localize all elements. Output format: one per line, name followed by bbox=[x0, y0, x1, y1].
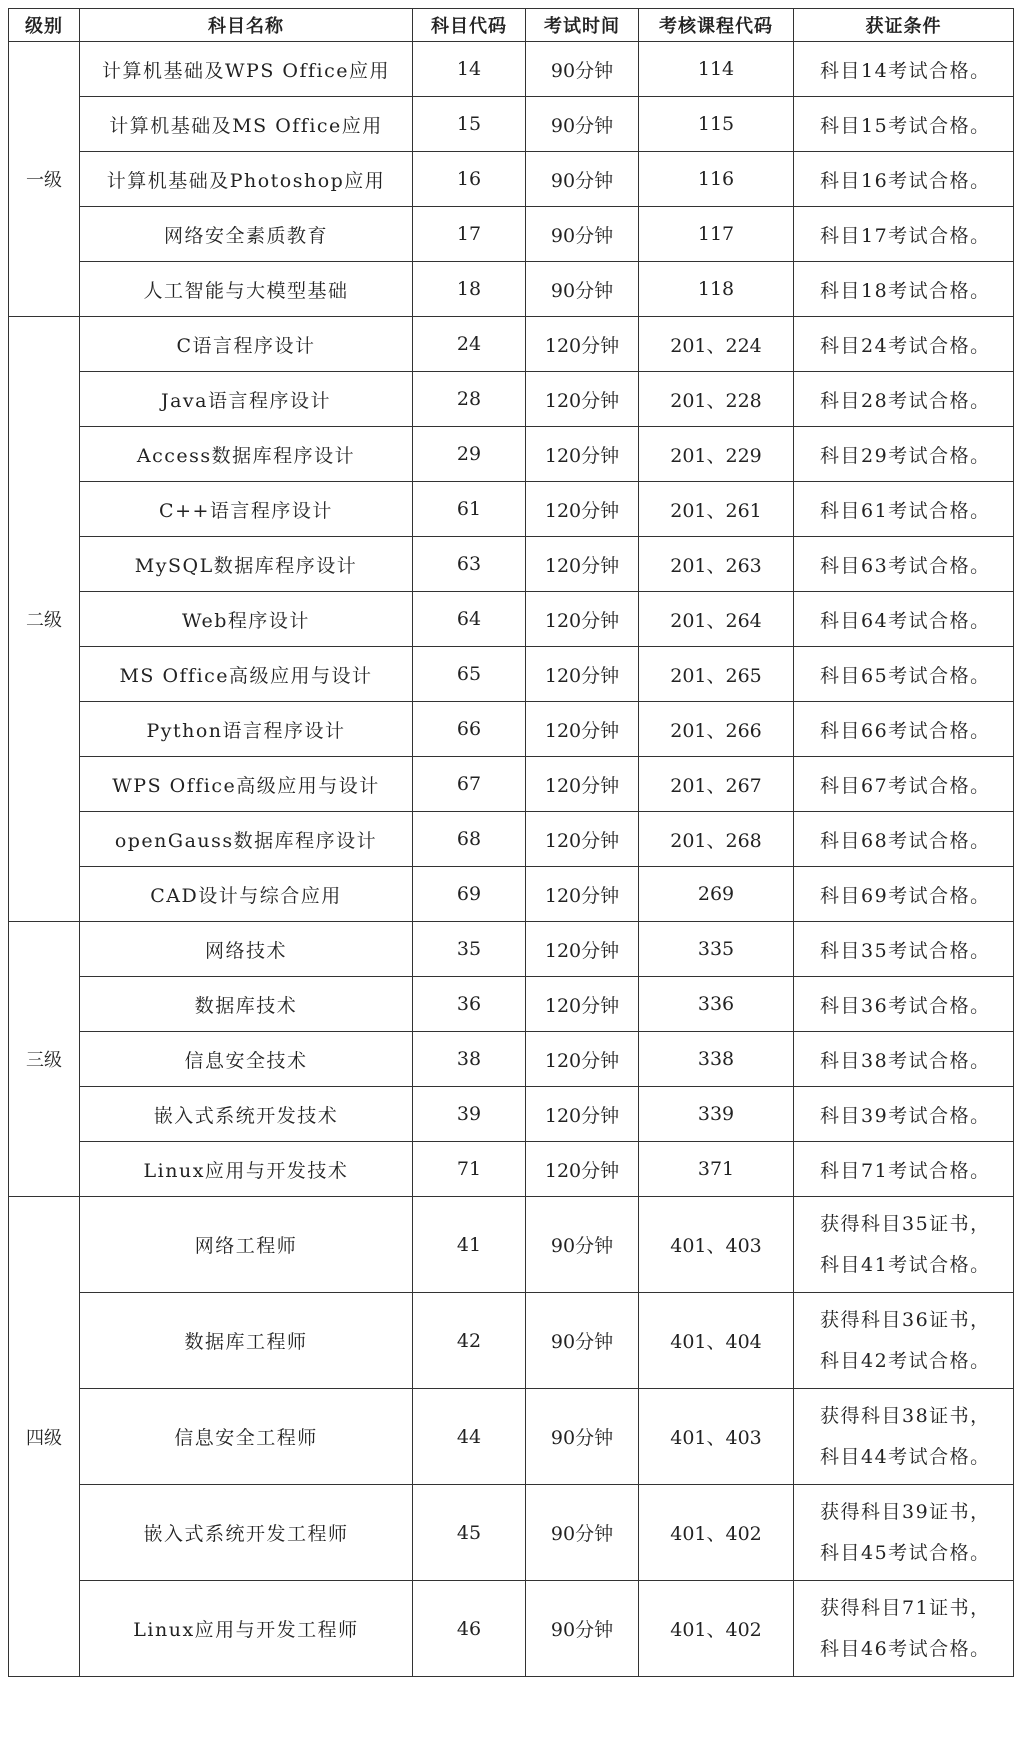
document-page bbox=[8, 8, 1013, 1677]
table-body bbox=[9, 42, 1014, 1677]
subject-name-cell: Access数据库程序设计 bbox=[80, 427, 413, 482]
table-row bbox=[9, 812, 1014, 867]
subject-code-cell: 64 bbox=[413, 592, 526, 647]
condition-line: 科目61考试合格。 bbox=[820, 499, 991, 522]
subject-code-cell: 18 bbox=[413, 262, 526, 317]
table-row bbox=[9, 867, 1014, 922]
table-row bbox=[9, 537, 1014, 592]
subject-code-cell: 16 bbox=[413, 152, 526, 207]
certification-condition-cell bbox=[794, 42, 1014, 97]
table-row bbox=[9, 97, 1014, 152]
exam-time-cell: 90分钟 bbox=[526, 1197, 639, 1293]
condition-line: 科目29考试合格。 bbox=[820, 444, 991, 467]
subject-name-cell: 网络工程师 bbox=[80, 1197, 413, 1293]
subject-name-cell: 计算机基础及WPS Office应用 bbox=[80, 42, 413, 97]
condition-line: 科目42考试合格。 bbox=[820, 1349, 991, 1372]
subject-code-cell: 15 bbox=[413, 97, 526, 152]
subject-code-cell: 46 bbox=[413, 1581, 526, 1677]
condition-line: 科目67考试合格。 bbox=[820, 774, 991, 797]
condition-line: 获得科目71证书， bbox=[820, 1596, 991, 1619]
exam-time-cell: 120分钟 bbox=[526, 922, 639, 977]
subject-code-cell: 71 bbox=[413, 1142, 526, 1197]
subject-name-cell: 信息安全工程师 bbox=[80, 1389, 413, 1485]
course-code-cell: 118 bbox=[639, 262, 794, 317]
table-row bbox=[9, 372, 1014, 427]
condition-line: 获得科目38证书， bbox=[820, 1404, 991, 1427]
condition-line: 科目41考试合格。 bbox=[820, 1253, 991, 1276]
exam-subjects-table bbox=[8, 8, 1014, 1677]
subject-name-cell: 计算机基础及MS Office应用 bbox=[80, 97, 413, 152]
course-code-cell: 201、265 bbox=[639, 647, 794, 702]
table-row bbox=[9, 1389, 1014, 1485]
exam-time-cell: 90分钟 bbox=[526, 42, 639, 97]
subject-name-cell: Java语言程序设计 bbox=[80, 372, 413, 427]
certification-condition-cell bbox=[794, 1197, 1014, 1293]
exam-time-cell: 120分钟 bbox=[526, 1032, 639, 1087]
table-row bbox=[9, 757, 1014, 812]
exam-time-cell: 120分钟 bbox=[526, 1087, 639, 1142]
exam-time-cell: 90分钟 bbox=[526, 207, 639, 262]
exam-time-cell: 120分钟 bbox=[526, 372, 639, 427]
condition-line: 科目44考试合格。 bbox=[820, 1445, 991, 1468]
subject-code-cell: 61 bbox=[413, 482, 526, 537]
subject-code-cell: 69 bbox=[413, 867, 526, 922]
certification-condition-cell bbox=[794, 1087, 1014, 1142]
exam-time-cell: 120分钟 bbox=[526, 592, 639, 647]
condition-line: 科目15考试合格。 bbox=[820, 114, 991, 137]
table-row bbox=[9, 1142, 1014, 1197]
header-exam-time: 考试时间 bbox=[526, 9, 639, 42]
subject-code-cell: 63 bbox=[413, 537, 526, 592]
subject-code-cell: 35 bbox=[413, 922, 526, 977]
subject-name-cell: WPS Office高级应用与设计 bbox=[80, 757, 413, 812]
table-row bbox=[9, 482, 1014, 537]
level-cell: 一级 bbox=[9, 42, 80, 317]
course-code-cell: 201、267 bbox=[639, 757, 794, 812]
condition-line: 获得科目39证书， bbox=[820, 1500, 991, 1523]
level-cell: 二级 bbox=[9, 317, 80, 922]
subject-name-cell: openGauss数据库程序设计 bbox=[80, 812, 413, 867]
course-code-cell: 114 bbox=[639, 42, 794, 97]
certification-condition-cell bbox=[794, 702, 1014, 757]
condition-line: 科目28考试合格。 bbox=[820, 389, 991, 412]
subject-name-cell: 网络安全素质教育 bbox=[80, 207, 413, 262]
subject-code-cell: 39 bbox=[413, 1087, 526, 1142]
table-row bbox=[9, 922, 1014, 977]
course-code-cell: 401、402 bbox=[639, 1485, 794, 1581]
certification-condition-cell bbox=[794, 317, 1014, 372]
subject-code-cell: 42 bbox=[413, 1293, 526, 1389]
exam-time-cell: 90分钟 bbox=[526, 1581, 639, 1677]
condition-line: 科目68考试合格。 bbox=[820, 829, 991, 852]
table-row bbox=[9, 647, 1014, 702]
certification-condition-cell bbox=[794, 812, 1014, 867]
certification-condition-cell bbox=[794, 427, 1014, 482]
condition-line: 获得科目36证书， bbox=[820, 1308, 991, 1331]
certification-condition-cell bbox=[794, 152, 1014, 207]
header-certification-condition: 获证条件 bbox=[794, 9, 1014, 42]
condition-line: 科目38考试合格。 bbox=[820, 1049, 991, 1072]
header-course-code: 考核课程代码 bbox=[639, 9, 794, 42]
exam-time-cell: 120分钟 bbox=[526, 482, 639, 537]
condition-line: 科目24考试合格。 bbox=[820, 334, 991, 357]
certification-condition-cell bbox=[794, 537, 1014, 592]
course-code-cell: 336 bbox=[639, 977, 794, 1032]
certification-condition-cell bbox=[794, 372, 1014, 427]
table-header-row bbox=[9, 9, 1014, 42]
condition-line: 科目39考试合格。 bbox=[820, 1104, 991, 1127]
subject-code-cell: 67 bbox=[413, 757, 526, 812]
exam-time-cell: 120分钟 bbox=[526, 537, 639, 592]
header-level: 级别 bbox=[9, 9, 80, 42]
course-code-cell: 201、263 bbox=[639, 537, 794, 592]
certification-condition-cell bbox=[794, 1485, 1014, 1581]
level-cell: 三级 bbox=[9, 922, 80, 1197]
subject-code-cell: 24 bbox=[413, 317, 526, 372]
subject-code-cell: 38 bbox=[413, 1032, 526, 1087]
condition-line: 科目65考试合格。 bbox=[820, 664, 991, 687]
table-row bbox=[9, 702, 1014, 757]
condition-line: 科目17考试合格。 bbox=[820, 224, 991, 247]
certification-condition-cell bbox=[794, 207, 1014, 262]
certification-condition-cell bbox=[794, 1389, 1014, 1485]
course-code-cell: 201、264 bbox=[639, 592, 794, 647]
certification-condition-cell bbox=[794, 977, 1014, 1032]
subject-code-cell: 68 bbox=[413, 812, 526, 867]
subject-code-cell: 66 bbox=[413, 702, 526, 757]
condition-line: 科目46考试合格。 bbox=[820, 1637, 991, 1660]
exam-time-cell: 90分钟 bbox=[526, 1293, 639, 1389]
subject-name-cell: Web程序设计 bbox=[80, 592, 413, 647]
condition-line: 科目64考试合格。 bbox=[820, 609, 991, 632]
subject-code-cell: 45 bbox=[413, 1485, 526, 1581]
certification-condition-cell bbox=[794, 262, 1014, 317]
course-code-cell: 116 bbox=[639, 152, 794, 207]
subject-name-cell: 数据库技术 bbox=[80, 977, 413, 1032]
course-code-cell: 335 bbox=[639, 922, 794, 977]
course-code-cell: 115 bbox=[639, 97, 794, 152]
table-row bbox=[9, 1485, 1014, 1581]
condition-line: 科目63考试合格。 bbox=[820, 554, 991, 577]
subject-code-cell: 28 bbox=[413, 372, 526, 427]
exam-time-cell: 120分钟 bbox=[526, 647, 639, 702]
subject-name-cell: MySQL数据库程序设计 bbox=[80, 537, 413, 592]
course-code-cell: 338 bbox=[639, 1032, 794, 1087]
course-code-cell: 401、403 bbox=[639, 1197, 794, 1293]
condition-line: 科目16考试合格。 bbox=[820, 169, 991, 192]
subject-name-cell: 信息安全技术 bbox=[80, 1032, 413, 1087]
certification-condition-cell bbox=[794, 757, 1014, 812]
subject-name-cell: CAD设计与综合应用 bbox=[80, 867, 413, 922]
course-code-cell: 371 bbox=[639, 1142, 794, 1197]
table-row bbox=[9, 317, 1014, 372]
course-code-cell: 401、404 bbox=[639, 1293, 794, 1389]
subject-name-cell: C++语言程序设计 bbox=[80, 482, 413, 537]
certification-condition-cell bbox=[794, 867, 1014, 922]
condition-line: 科目35考试合格。 bbox=[820, 939, 991, 962]
subject-code-cell: 14 bbox=[413, 42, 526, 97]
course-code-cell: 339 bbox=[639, 1087, 794, 1142]
condition-line: 科目66考试合格。 bbox=[820, 719, 991, 742]
certification-condition-cell bbox=[794, 1293, 1014, 1389]
level-cell: 四级 bbox=[9, 1197, 80, 1677]
course-code-cell: 201、261 bbox=[639, 482, 794, 537]
header-subject-code: 科目代码 bbox=[413, 9, 526, 42]
subject-code-cell: 41 bbox=[413, 1197, 526, 1293]
subject-name-cell: 嵌入式系统开发工程师 bbox=[80, 1485, 413, 1581]
certification-condition-cell bbox=[794, 592, 1014, 647]
subject-name-cell: MS Office高级应用与设计 bbox=[80, 647, 413, 702]
course-code-cell: 201、229 bbox=[639, 427, 794, 482]
course-code-cell: 401、402 bbox=[639, 1581, 794, 1677]
certification-condition-cell bbox=[794, 482, 1014, 537]
condition-line: 科目45考试合格。 bbox=[820, 1541, 991, 1564]
certification-condition-cell bbox=[794, 97, 1014, 152]
course-code-cell: 201、224 bbox=[639, 317, 794, 372]
condition-line: 获得科目35证书， bbox=[820, 1212, 991, 1235]
subject-name-cell: Linux应用与开发工程师 bbox=[80, 1581, 413, 1677]
exam-time-cell: 90分钟 bbox=[526, 152, 639, 207]
exam-time-cell: 120分钟 bbox=[526, 812, 639, 867]
course-code-cell: 201、266 bbox=[639, 702, 794, 757]
subject-code-cell: 17 bbox=[413, 207, 526, 262]
subject-name-cell: C语言程序设计 bbox=[80, 317, 413, 372]
course-code-cell: 269 bbox=[639, 867, 794, 922]
subject-name-cell: 数据库工程师 bbox=[80, 1293, 413, 1389]
table-row bbox=[9, 592, 1014, 647]
exam-time-cell: 120分钟 bbox=[526, 867, 639, 922]
subject-name-cell: 计算机基础及Photoshop应用 bbox=[80, 152, 413, 207]
table-row bbox=[9, 42, 1014, 97]
subject-name-cell: Linux应用与开发技术 bbox=[80, 1142, 413, 1197]
subject-code-cell: 36 bbox=[413, 977, 526, 1032]
exam-time-cell: 90分钟 bbox=[526, 262, 639, 317]
exam-time-cell: 120分钟 bbox=[526, 1142, 639, 1197]
course-code-cell: 117 bbox=[639, 207, 794, 262]
certification-condition-cell bbox=[794, 1032, 1014, 1087]
table-row bbox=[9, 1581, 1014, 1677]
course-code-cell: 401、403 bbox=[639, 1389, 794, 1485]
subject-name-cell: 人工智能与大模型基础 bbox=[80, 262, 413, 317]
condition-line: 科目36考试合格。 bbox=[820, 994, 991, 1017]
course-code-cell: 201、228 bbox=[639, 372, 794, 427]
exam-time-cell: 90分钟 bbox=[526, 1485, 639, 1581]
table-row bbox=[9, 1087, 1014, 1142]
subject-name-cell: Python语言程序设计 bbox=[80, 702, 413, 757]
course-code-cell: 201、268 bbox=[639, 812, 794, 867]
certification-condition-cell bbox=[794, 1142, 1014, 1197]
certification-condition-cell bbox=[794, 922, 1014, 977]
exam-time-cell: 90分钟 bbox=[526, 1389, 639, 1485]
condition-line: 科目18考试合格。 bbox=[820, 279, 991, 302]
table-row bbox=[9, 1197, 1014, 1293]
table-row bbox=[9, 1032, 1014, 1087]
header-subject-name: 科目名称 bbox=[80, 9, 413, 42]
exam-time-cell: 120分钟 bbox=[526, 757, 639, 812]
subject-code-cell: 44 bbox=[413, 1389, 526, 1485]
certification-condition-cell bbox=[794, 1581, 1014, 1677]
subject-name-cell: 嵌入式系统开发技术 bbox=[80, 1087, 413, 1142]
subject-code-cell: 29 bbox=[413, 427, 526, 482]
exam-time-cell: 90分钟 bbox=[526, 97, 639, 152]
subject-name-cell: 网络技术 bbox=[80, 922, 413, 977]
exam-time-cell: 120分钟 bbox=[526, 702, 639, 757]
condition-line: 科目71考试合格。 bbox=[820, 1159, 991, 1182]
table-row bbox=[9, 152, 1014, 207]
table-row bbox=[9, 977, 1014, 1032]
condition-line: 科目14考试合格。 bbox=[820, 59, 991, 82]
exam-time-cell: 120分钟 bbox=[526, 317, 639, 372]
subject-code-cell: 65 bbox=[413, 647, 526, 702]
table-row bbox=[9, 207, 1014, 262]
condition-line: 科目69考试合格。 bbox=[820, 884, 991, 907]
exam-time-cell: 120分钟 bbox=[526, 427, 639, 482]
certification-condition-cell bbox=[794, 647, 1014, 702]
table-row bbox=[9, 262, 1014, 317]
table-row bbox=[9, 427, 1014, 482]
table-row bbox=[9, 1293, 1014, 1389]
exam-time-cell: 120分钟 bbox=[526, 977, 639, 1032]
